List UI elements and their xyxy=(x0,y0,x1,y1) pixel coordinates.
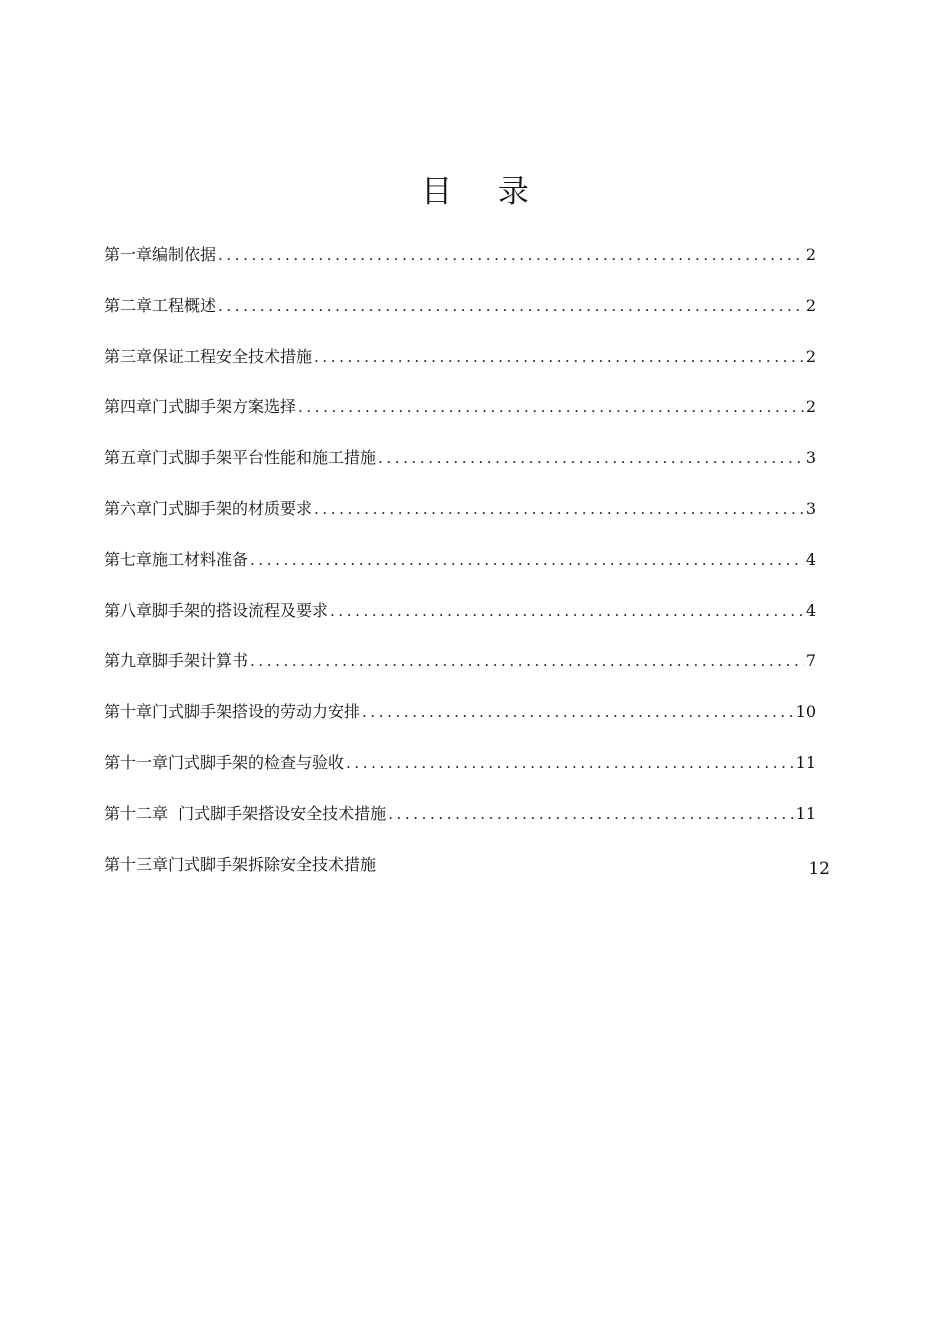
toc-entry-label: 第六章门式脚手架的材质要求 xyxy=(104,498,313,518)
toc-entry[interactable] xyxy=(104,394,816,445)
toc-entry-label: 第五章门式脚手架平台性能和施工措施 xyxy=(104,448,377,468)
toc-entry-label: 第二章工程概述 xyxy=(104,295,217,315)
toc-entry-page: 4 xyxy=(805,600,816,620)
toc-leader-dots xyxy=(250,648,804,674)
toc-entry-page: 12 xyxy=(808,858,830,879)
toc-leader-dots xyxy=(218,242,804,268)
toc-leader-dots xyxy=(378,445,804,471)
toc-entry-page: 11 xyxy=(795,752,816,772)
toc-leader-dots xyxy=(330,598,804,624)
toc-entry-page: 10 xyxy=(795,702,816,722)
toc-entry[interactable] xyxy=(104,648,816,699)
toc-entry-label: 第十二章 门式脚手架搭设安全技术措施 xyxy=(104,803,387,823)
toc-entry-page: 2 xyxy=(805,397,816,417)
toc-entry-label: 第七章施工材料准备 xyxy=(104,549,249,569)
toc-entry[interactable] xyxy=(104,598,816,649)
toc-list xyxy=(104,242,830,902)
toc-entry-label: 第三章保证工程安全技术措施 xyxy=(104,346,313,366)
toc-entry[interactable] xyxy=(104,699,816,750)
toc-entry-label: 第一章编制依据 xyxy=(104,245,217,264)
toc-entry[interactable] xyxy=(104,344,816,395)
toc-entry-label: 第十一章门式脚手架的检查与验收 xyxy=(104,752,345,772)
toc-entry-page: 4 xyxy=(805,549,816,569)
toc-entry[interactable] xyxy=(104,547,816,598)
toc-entry-page: 3 xyxy=(805,448,816,468)
toc-leader-dots xyxy=(218,293,804,319)
toc-entry[interactable] xyxy=(104,496,816,547)
toc-leader-dots xyxy=(388,801,793,827)
toc-entry-page: 2 xyxy=(805,346,816,366)
toc-entry[interactable] xyxy=(104,750,816,801)
toc-entry-label: 第四章门式脚手架方案选择 xyxy=(104,397,297,417)
toc-entry[interactable] xyxy=(104,801,816,852)
toc-entry-page: 11 xyxy=(795,803,816,823)
toc-entry-label: 第十章门式脚手架搭设的劳动力安排 xyxy=(104,702,361,722)
toc-leader-dots xyxy=(346,750,794,776)
toc-entry-page: 7 xyxy=(805,651,816,671)
toc-leader-dots xyxy=(362,699,794,725)
toc-entry-page: 3 xyxy=(805,498,816,518)
toc-entry-page: 2 xyxy=(805,245,816,264)
toc-entry[interactable] xyxy=(104,445,816,496)
toc-leader-dots xyxy=(314,344,804,370)
toc-entry-page: 2 xyxy=(805,295,816,315)
toc-entry[interactable] xyxy=(104,242,816,293)
toc-title: 目 录 xyxy=(421,174,547,210)
toc-leader-dots xyxy=(314,496,804,522)
toc-entry-label: 第九章脚手架计算书 xyxy=(104,651,249,671)
toc-entry-label: 第八章脚手架的搭设流程及要求 xyxy=(104,600,329,620)
toc-entry[interactable] xyxy=(104,293,816,344)
toc-entry-label: 第十三章门式脚手架拆除安全技术措施 xyxy=(104,854,377,874)
toc-leader-dots xyxy=(250,547,804,573)
toc-leader-dots xyxy=(298,394,804,420)
toc-entry[interactable] xyxy=(104,852,830,903)
